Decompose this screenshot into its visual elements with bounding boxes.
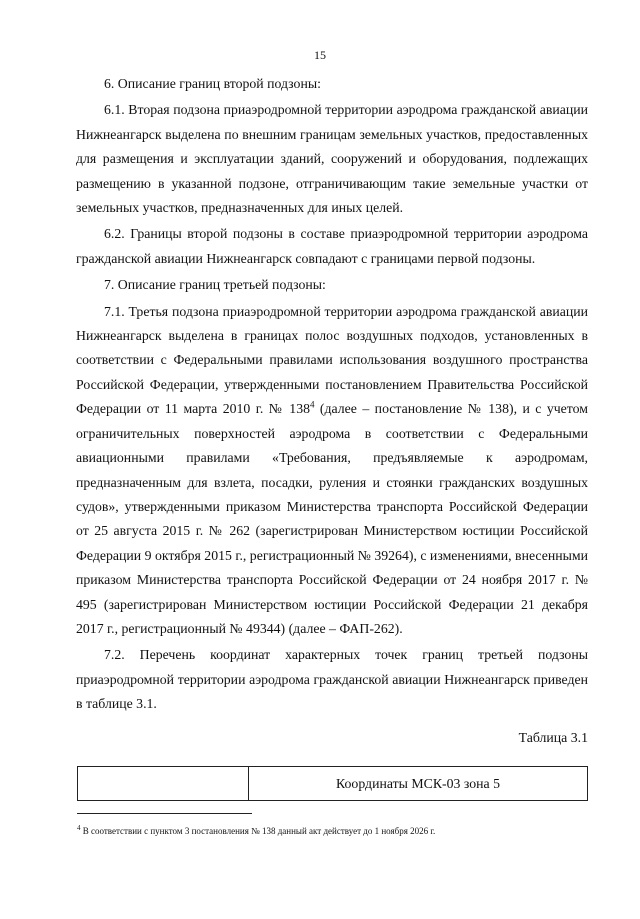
footnote-text: В соответствии с пунктом 3 постановления № 138 данный акт действует до 1 ноября 2026 г. xyxy=(80,826,436,836)
footnote-divider xyxy=(77,813,252,814)
coordinates-table xyxy=(77,766,588,801)
document-body xyxy=(76,72,588,750)
paragraph-7-2: 7.2. Перечень координат характерных точек границ третьей подзоны приаэродромной территории аэродрома гражданской авиации Нижнеангарск приведен в таблице 3.1. xyxy=(76,647,588,712)
table-header-coordinates: Координаты МСК-03 зона 5 xyxy=(336,776,500,791)
footnote-marker: 4 xyxy=(77,824,81,832)
footnote xyxy=(77,825,597,837)
section-7-heading: 7. Описание границ третьей подзоны: xyxy=(104,277,326,293)
paragraph-7-1-part-a: 7.1. Третья подзона приаэродромной территории аэродрома гражданской авиации Нижнеангарск выделена в границах полос воздушных подходов, установленных в соответствии с Федеральными правилами использования воздушного пространства Российской Федерации, утвержденными постановлением Правительства Российской Федерации от 11 марта 2010 г. № 138 xyxy=(76,303,588,417)
page-number: 15 xyxy=(314,48,326,62)
paragraph-7-1-part-b: (далее – постановление № 138), и с учетом ограничительных поверхностей аэродрома в соответствии с Федеральными авиационными правилами «Требования, предъявляемые к аэродромам, предназначенным для взлета, посадки, руления и стоянки гражданских воздушных судов», утвержденными приказом Министерства транспорта Российской Федерации от 25 августа 2015 г. № 262 (зарегистрирован Министерством юстиции Российской Федерации 9 октября 2015 г., регистрационный № 39264), с изменениями, внесенными приказом Министерства транспорта Российской Федерации от 24 ноября 2017 г. № 495 (зарегистрирован Министерством юстиции Российской Федерации 21 декабря 2017 г., регистрационный № 49344) (далее – ФАП-262). xyxy=(76,401,588,636)
footnote-reference: 4 xyxy=(310,399,315,410)
section-6-heading: 6. Описание границ второй подзоны: xyxy=(104,76,321,91)
table-header-left-cell xyxy=(78,767,249,800)
paragraph-6-2: 6.2. Границы второй подзоны в составе приаэродромной территории аэродрома гражданской авиации Нижнеангарск совпадают с границами первой подзоны. xyxy=(76,226,588,266)
table-caption: Таблица 3.1 xyxy=(518,729,588,745)
paragraph-7-1 xyxy=(76,300,588,642)
paragraph-6-1: 6.1. Вторая подзона приаэродромной территории аэродрома гражданской авиации Нижнеангарск выделена по внешним границам земельных участков, предоставленных для размещения и эксплуатации зданий, сооружений и оборудования, подлежащих размещению в указанной подзоне, отграничивающим такие земельные участки от земельных участков, предназначенных для иных целей. xyxy=(76,102,588,216)
